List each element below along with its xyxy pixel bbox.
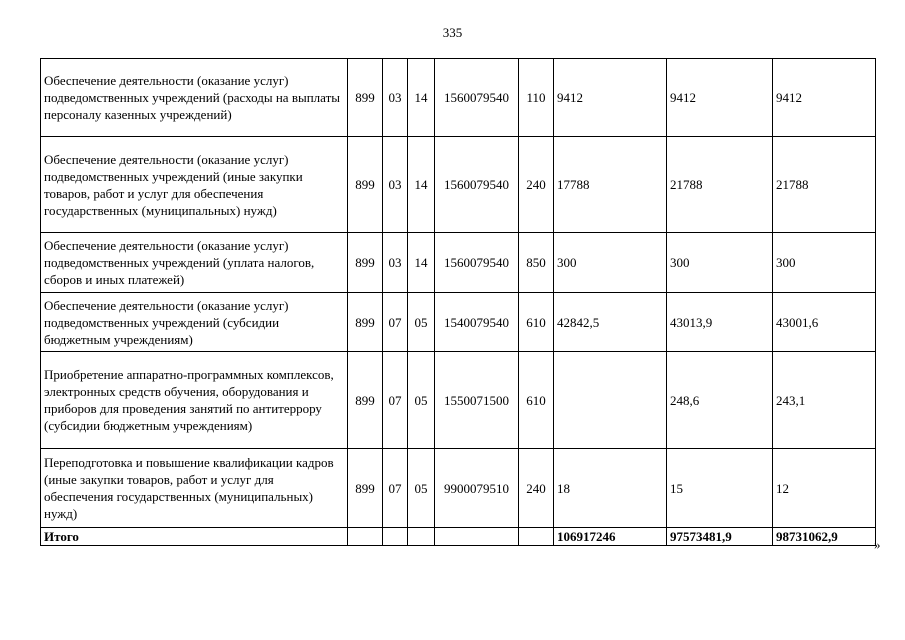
row-csr: 1540079540 <box>435 293 519 352</box>
row-year3: 300 <box>773 233 876 293</box>
row-name: Обеспечение деятельности (оказание услуг) подведомственных учреждений (уплата налогов, сборов и иных платежей) <box>41 233 348 293</box>
row-ved: 899 <box>348 449 383 528</box>
table-row <box>41 233 876 293</box>
row-year1: 18 <box>554 449 667 528</box>
row-rz: 07 <box>383 352 408 449</box>
row-vr: 850 <box>519 233 554 293</box>
row-pr: 14 <box>408 233 435 293</box>
table-row <box>41 293 876 352</box>
row-rz: 07 <box>383 293 408 352</box>
row-vr: 610 <box>519 293 554 352</box>
total-label: Итого <box>41 528 348 546</box>
row-rz: 07 <box>383 449 408 528</box>
row-pr: 14 <box>408 59 435 137</box>
empty-cell <box>348 528 383 546</box>
row-year3: 12 <box>773 449 876 528</box>
row-vr: 240 <box>519 137 554 233</box>
row-year1: 9412 <box>554 59 667 137</box>
row-year1 <box>554 352 667 449</box>
total-row <box>41 528 876 546</box>
row-ved: 899 <box>348 137 383 233</box>
empty-cell <box>408 528 435 546</box>
row-pr: 05 <box>408 352 435 449</box>
row-year3: 21788 <box>773 137 876 233</box>
row-name: Обеспечение деятельности (оказание услуг) подведомственных учреждений (субсидии бюджетным учреждениям) <box>41 293 348 352</box>
row-csr: 1560079540 <box>435 233 519 293</box>
budget-table <box>40 58 876 546</box>
row-pr: 05 <box>408 449 435 528</box>
row-vr: 610 <box>519 352 554 449</box>
row-year3: 43001,6 <box>773 293 876 352</box>
row-year2: 300 <box>667 233 773 293</box>
row-year1: 17788 <box>554 137 667 233</box>
row-year2: 43013,9 <box>667 293 773 352</box>
budget-table-body <box>41 59 876 546</box>
row-pr: 14 <box>408 137 435 233</box>
row-csr: 1560079540 <box>435 59 519 137</box>
table-row <box>41 449 876 528</box>
row-pr: 05 <box>408 293 435 352</box>
row-rz: 03 <box>383 233 408 293</box>
row-year2: 15 <box>667 449 773 528</box>
total-year1: 106917246 <box>554 528 667 546</box>
row-year2: 21788 <box>667 137 773 233</box>
table-row <box>41 352 876 449</box>
row-name: Обеспечение деятельности (оказание услуг) подведомственных учреждений (иные закупки товаров, работ и услуг для обеспечения государственных (муниципальных) нужд) <box>41 137 348 233</box>
row-year3: 243,1 <box>773 352 876 449</box>
row-year1: 300 <box>554 233 667 293</box>
table-row <box>41 59 876 137</box>
row-rz: 03 <box>383 59 408 137</box>
row-name: Переподготовка и повышение квалификации кадров (иные закупки товаров, работ и услуг для обеспечения государственных (муниципальных) нужд) <box>41 449 348 528</box>
row-year1: 42842,5 <box>554 293 667 352</box>
total-year2: 97573481,9 <box>667 528 773 546</box>
total-year3: 98731062,9 <box>773 528 876 546</box>
row-ved: 899 <box>348 352 383 449</box>
closing-quote: » <box>874 537 881 552</box>
row-ved: 899 <box>348 233 383 293</box>
table-row <box>41 137 876 233</box>
row-rz: 03 <box>383 137 408 233</box>
row-year3: 9412 <box>773 59 876 137</box>
page-number: 335 <box>442 25 463 40</box>
empty-cell <box>435 528 519 546</box>
row-csr: 9900079510 <box>435 449 519 528</box>
row-year2: 248,6 <box>667 352 773 449</box>
row-name: Обеспечение деятельности (оказание услуг) подведомственных учреждений (расходы на выплаты персоналу казенных учреждений) <box>41 59 348 137</box>
row-csr: 1550071500 <box>435 352 519 449</box>
row-csr: 1560079540 <box>435 137 519 233</box>
row-year2: 9412 <box>667 59 773 137</box>
empty-cell <box>519 528 554 546</box>
row-ved: 899 <box>348 59 383 137</box>
row-ved: 899 <box>348 293 383 352</box>
row-vr: 240 <box>519 449 554 528</box>
empty-cell <box>383 528 408 546</box>
row-name: Приобретение аппаратно-программных комплексов, электронных средств обучения, оборудования и приборов для проведения занятий по антитеррору (субсидии бюджетным учреждениям) <box>41 352 348 449</box>
row-vr: 110 <box>519 59 554 137</box>
